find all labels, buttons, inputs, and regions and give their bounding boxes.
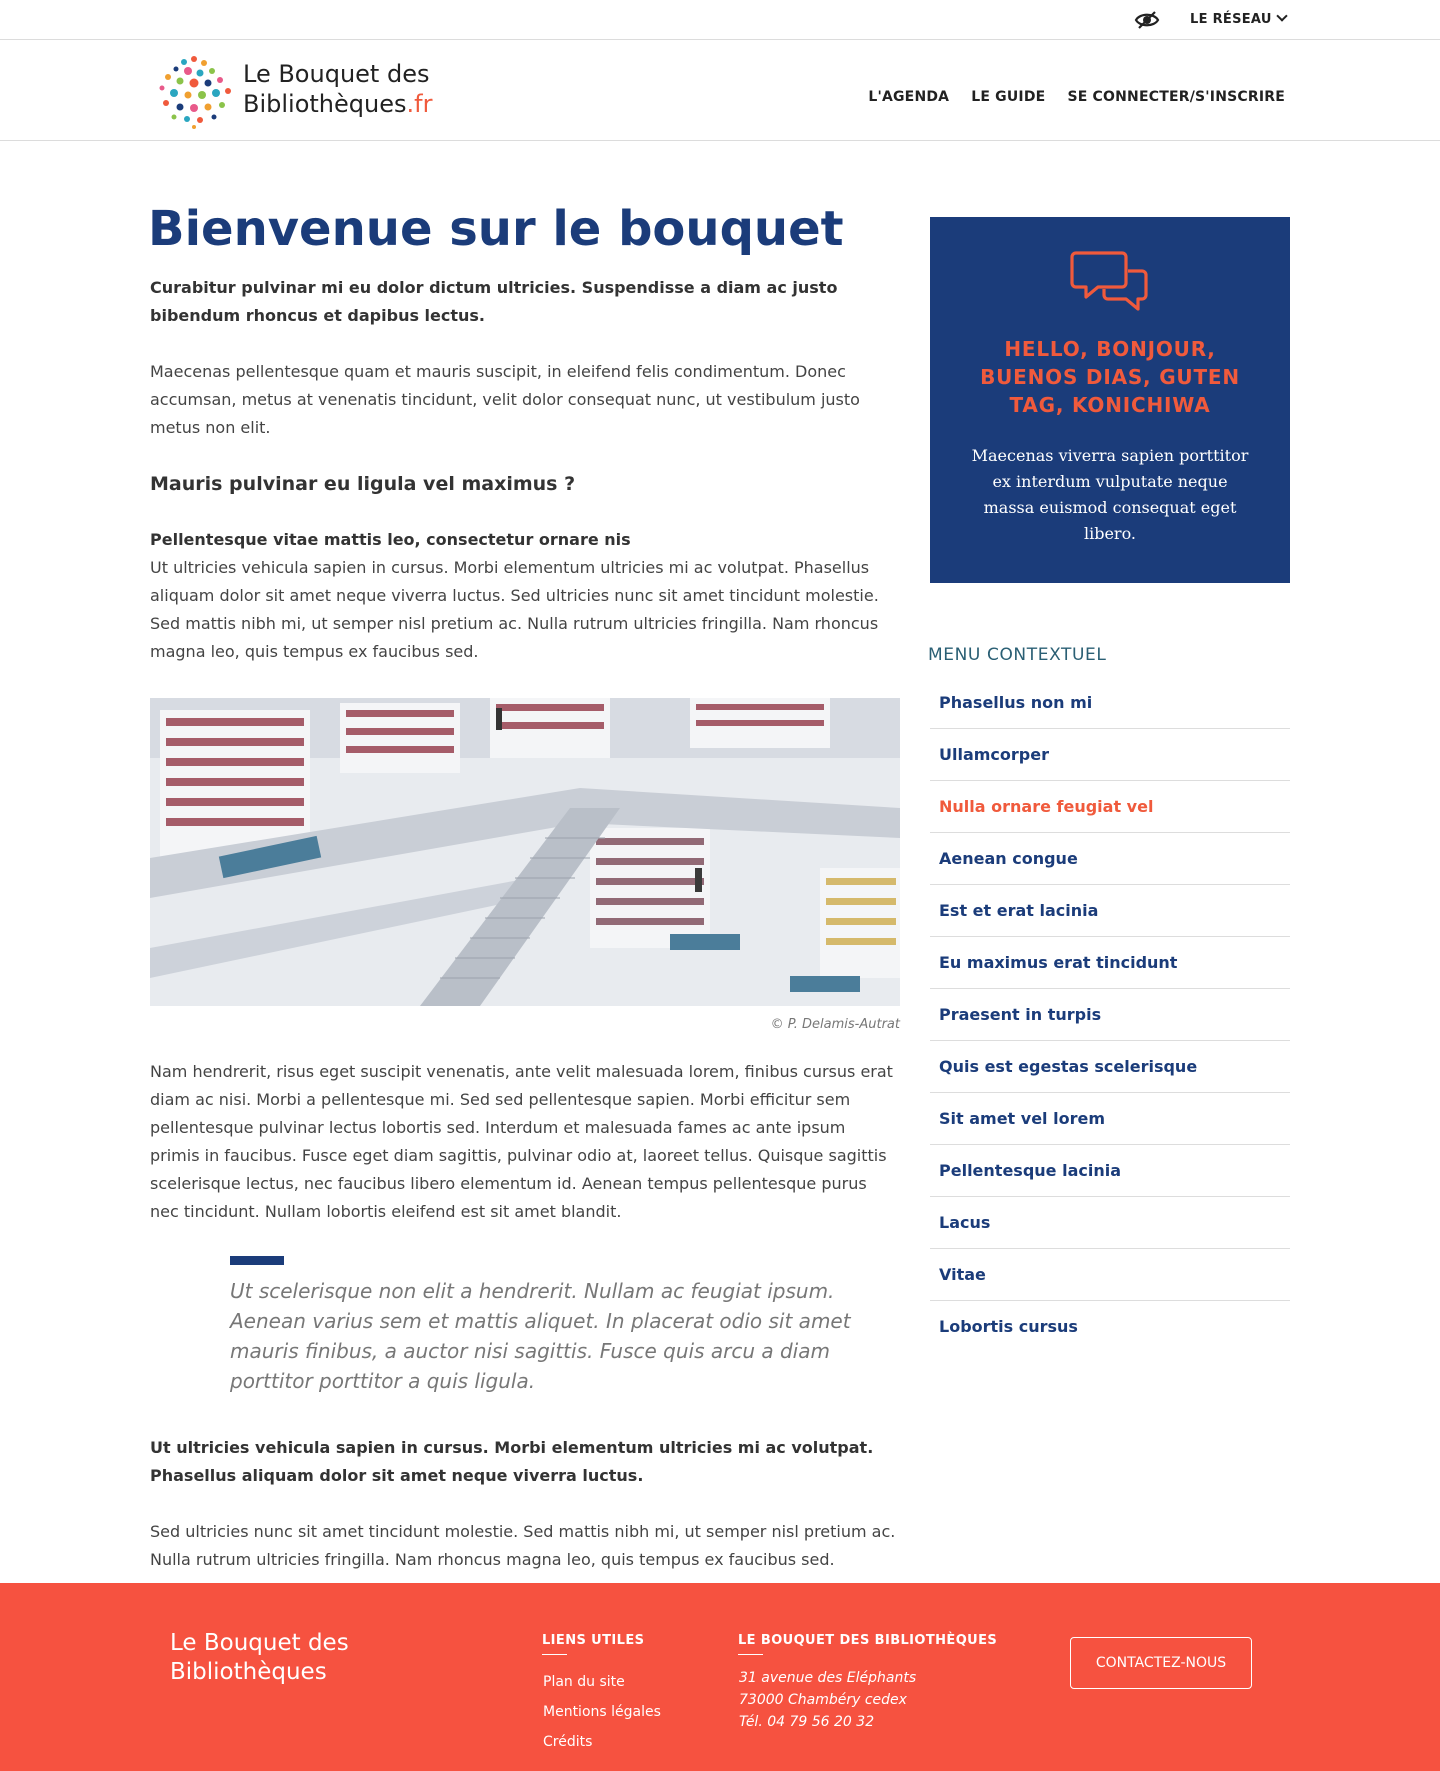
context-menu-item[interactable]: Phasellus non mi bbox=[930, 677, 1290, 729]
pull-quote bbox=[230, 1256, 900, 1396]
context-menu-item[interactable]: Lobortis cursus bbox=[939, 1317, 1078, 1336]
logo-line1: Le Bouquet des bbox=[243, 60, 430, 88]
chevron-down-icon bbox=[1276, 10, 1287, 21]
footer-brand-line1: Le Bouquet des bbox=[170, 1630, 349, 1656]
site-footer bbox=[0, 1583, 1440, 1771]
logo-suffix: .fr bbox=[406, 90, 433, 118]
main-nav bbox=[868, 89, 1285, 105]
footer-links-title-text: LIENS UTILES bbox=[542, 1633, 645, 1648]
context-menu-title: MENU CONTEXTUEL bbox=[928, 645, 1107, 665]
body-paragraph: Ut ultricies vehicula sapien in cursus. Morbi elementum ultricies mi ac volutpat. Phasellus aliquam dolor sit amet neque viverra luctus. Sed ultricies nunc sit amet tincidunt molestie. Sed mattis nibh mi, ut semper nisl pretium ac. Nulla rutrum ultricies fringilla. Nam rhoncus magna leo, quis tempus ex faucibus sed. bbox=[150, 558, 879, 661]
context-menu-item[interactable]: Sit amet vel lorem bbox=[930, 1093, 1290, 1145]
footer-brand-line2: Bibliothèques bbox=[170, 1659, 327, 1685]
context-menu-item[interactable]: Eu maximus erat tincidunt bbox=[930, 937, 1290, 989]
network-label: LE RÉSEAU bbox=[1190, 12, 1272, 27]
footer-links bbox=[543, 1667, 661, 1757]
footer-brand[interactable] bbox=[170, 1629, 349, 1687]
photo-caption: © P. Delamis-Autrat bbox=[770, 1017, 900, 1032]
chat-bubbles-icon bbox=[1070, 247, 1150, 317]
context-menu-item[interactable]: Est et erat lacinia bbox=[930, 885, 1290, 937]
footer-link-legal[interactable]: Mentions légales bbox=[543, 1704, 661, 1720]
footer-org-title-text: LE BOUQUET DES BIBLIOTHÈQUES bbox=[738, 1633, 998, 1648]
section-heading: Mauris pulvinar eu ligula vel maximus ? bbox=[150, 473, 576, 495]
title-underline bbox=[542, 1654, 567, 1655]
site-logo[interactable] bbox=[243, 59, 432, 119]
context-menu-item[interactable]: Aenean congue bbox=[930, 833, 1290, 885]
context-menu-item[interactable]: Pellentesque lacinia bbox=[930, 1145, 1290, 1197]
context-menu-item[interactable]: Quis est egestas scelerisque bbox=[930, 1041, 1290, 1093]
logo-line2: Bibliothèques bbox=[243, 90, 407, 118]
hello-box bbox=[930, 217, 1290, 583]
library-illustration bbox=[150, 698, 900, 1006]
context-menu-item[interactable]: Praesent in turpis bbox=[930, 989, 1290, 1041]
section-subheading: Pellentesque vitae mattis leo, consectetur ornare nis bbox=[150, 530, 631, 549]
context-menu-item[interactable]: Lacus bbox=[930, 1197, 1290, 1249]
page-title: Bienvenue sur le bouquet bbox=[148, 201, 844, 257]
footer-link-sitemap[interactable]: Plan du site bbox=[543, 1674, 625, 1690]
footer-link-credits[interactable]: Crédits bbox=[543, 1734, 593, 1750]
address-phone: Tél. 04 79 56 20 32 bbox=[739, 1714, 875, 1730]
footer-address bbox=[739, 1667, 916, 1733]
closing-paragraph: Sed ultricies nunc sit amet tincidunt molestie. Sed mattis nibh mi, ut semper nisl pretium ac. Nulla rutrum ultricies fringilla. Nam rhoncus magna leo, quis tempus ex faucibus sed. bbox=[150, 1522, 896, 1569]
context-menu-item-active[interactable]: Nulla ornare feugiat vel bbox=[930, 781, 1290, 833]
greeting-heading: HELLO, BONJOUR, BUENOS DIAS, GUTEN TAG, KONICHIWA bbox=[980, 337, 1240, 417]
nav-agenda[interactable]: L'AGENDA bbox=[868, 89, 950, 105]
library-photo bbox=[150, 698, 900, 1006]
bold-paragraph: Ut ultricies vehicula sapien in cursus. Morbi elementum ultricies mi ac volutpat. Phasellus aliquam dolor sit amet neque viverra luctus. bbox=[150, 1438, 874, 1485]
hello-text: Maecenas viverra sapien porttitor ex interdum vulputate neque massa euismod consequat eget libero. bbox=[971, 446, 1249, 543]
nav-login[interactable]: SE CONNECTER/S'INSCRIRE bbox=[1067, 89, 1285, 105]
contact-button[interactable]: CONTACTEZ-NOUS bbox=[1070, 1637, 1252, 1689]
context-menu-item[interactable]: Vitae bbox=[930, 1249, 1290, 1301]
title-underline bbox=[738, 1654, 763, 1655]
context-menu-item[interactable]: Ullamcorper bbox=[930, 729, 1290, 781]
eye-slash-icon[interactable] bbox=[1134, 10, 1160, 30]
nav-guide[interactable]: LE GUIDE bbox=[971, 89, 1046, 105]
footer-links-title bbox=[542, 1633, 644, 1655]
network-dropdown[interactable] bbox=[1190, 12, 1286, 27]
logo-dots-icon[interactable] bbox=[154, 53, 234, 129]
intro-paragraph: Maecenas pellentesque quam et mauris suscipit, in eleifend felis condimentum. Donec accumsan, metus at venenatis tincidunt, velit dolor consequat nunc, ut vestibulum justo metus non elit. bbox=[150, 362, 860, 437]
footer-org-title bbox=[738, 1633, 997, 1655]
top-utility-bar bbox=[0, 0, 1440, 40]
address-street: 31 avenue des Eléphants bbox=[739, 1670, 917, 1686]
address-city: 73000 Chambéry cedex bbox=[739, 1692, 907, 1708]
main-content bbox=[150, 200, 900, 1574]
site-header bbox=[0, 40, 1440, 141]
body-paragraph-2: Nam hendrerit, risus eget suscipit venenatis, ante velit malesuada lorem, finibus cursus erat diam ac nisi. Morbi a pellentesque mi. Sed sed pellentesque sapien. Morbi efficitur sem pellentesque pulvinar lectus lobortis sed. Interdum et malesuada fames ac ante ipsum primis in faucibus. Fusce eget diam sagittis, pulvinar odio at, laoreet tellus. Quisque sagittis scelerisque lectus, nec faucibus libero elementum id. Aenean tempus pellentesque purus nec tincidunt. Nullam lobortis eleifend est sit amet blandit. bbox=[150, 1062, 893, 1221]
lead-paragraph: Curabitur pulvinar mi eu dolor dictum ultricies. Suspendisse a diam ac justo bibendum rhoncus et dapibus lectus. bbox=[150, 278, 838, 325]
quote-accent-bar bbox=[230, 1256, 284, 1265]
context-menu bbox=[930, 677, 1290, 1353]
quote-text: Ut scelerisque non elit a hendrerit. Nullam ac feugiat ipsum. Aenean varius sem et mattis aliquet. In placerat odio sit amet mauris finibus, a auctor nisi sagittis. Fusce quis arcu a diam porttitor porttitor a quis ligula. bbox=[230, 1279, 851, 1393]
